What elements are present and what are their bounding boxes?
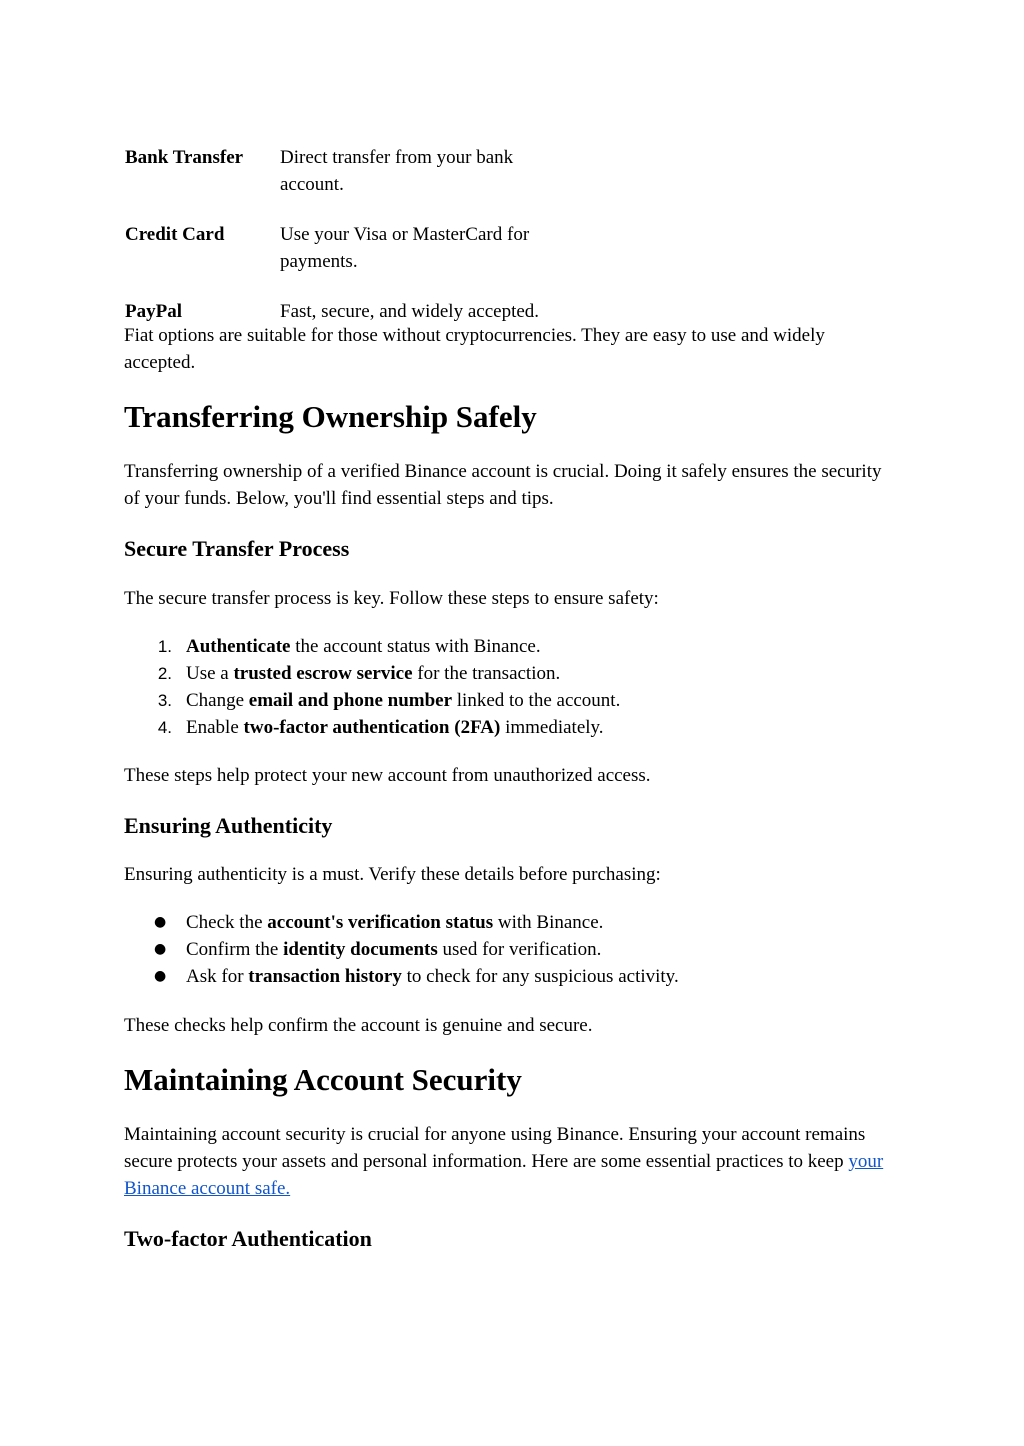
step-number: 2. (157, 664, 172, 683)
list-item (124, 660, 900, 687)
list-item (124, 714, 900, 741)
check-text-pre: Ask for (186, 966, 249, 987)
check-text (186, 909, 603, 936)
check-text-bold: transaction history (248, 966, 402, 987)
list-item (124, 687, 900, 714)
check-text-pre: Check the (186, 912, 268, 933)
transfer-intro-paragraph: Transferring ownership of a verified Binance account is crucial. Doing it safely ensures the security of your funds. Below, you'll find essential steps and tips. (124, 461, 882, 509)
payment-method-description: Fast, secure, and widely accepted. (280, 301, 540, 322)
step-text-post: immediately. (500, 717, 604, 738)
bullet-icon: ● (154, 914, 167, 930)
payment-method-name: Credit Card (125, 224, 225, 245)
fiat-note-paragraph: Fiat options are suitable for those without cryptocurrencies. They are easy to use and widely accepted. (124, 325, 825, 373)
step-text (186, 633, 541, 660)
payment-method-name: Bank Transfer (125, 147, 244, 168)
payment-method-description: Use your Visa or MasterCard for payments. (280, 224, 530, 272)
bullet-icon: ● (154, 968, 167, 984)
list-item (124, 963, 900, 990)
list-item (124, 633, 900, 660)
check-text-bold: account's verification status (267, 912, 494, 933)
step-number: 3. (157, 691, 172, 710)
step-text-pre: Enable (186, 717, 244, 738)
two-factor-heading: Two-factor Authentication (124, 1226, 372, 1251)
check-text (186, 936, 601, 963)
binance-account-safe-link[interactable]: your Binance account safe. (124, 1151, 884, 1199)
check-text-post: to check for any suspicious activity. (401, 966, 679, 987)
secure-process-intro: The secure transfer process is key. Follow these steps to ensure safety: (124, 588, 659, 609)
step-text-bold: trusted escrow service (233, 663, 413, 684)
authenticity-intro: Ensuring authenticity is a must. Verify these details before purchasing: (124, 864, 661, 885)
step-number: 1. (157, 637, 172, 656)
secure-steps-list (124, 633, 900, 741)
bullet-icon: ● (154, 941, 167, 957)
step-text-pre: Change (186, 690, 249, 711)
step-text (186, 687, 620, 714)
step-text (186, 714, 604, 741)
table-row (124, 298, 584, 325)
payment-method-description: Direct transfer from your bank account. (280, 147, 514, 195)
check-text-pre: Confirm the (186, 939, 284, 960)
payment-method-name: PayPal (125, 301, 182, 322)
transfer-section-heading: Transferring Ownership Safely (124, 399, 537, 434)
step-text-post: linked to the account. (452, 690, 621, 711)
step-number: 4. (157, 718, 172, 737)
step-text-bold: two-factor authentication (2FA) (243, 717, 501, 738)
secure-process-outro: These steps help protect your new account from unauthorized access. (124, 765, 651, 786)
check-text-post: with Binance. (493, 912, 604, 933)
step-text-post: the account status with Binance. (290, 636, 541, 657)
check-text-post: used for verification. (437, 939, 602, 960)
list-item (124, 909, 900, 936)
table-row (124, 221, 584, 275)
step-text-pre: Use a (186, 663, 234, 684)
step-text-bold: email and phone number (248, 690, 453, 711)
step-text-bold: Authenticate (186, 636, 291, 657)
security-section-heading: Maintaining Account Security (124, 1062, 522, 1097)
authenticity-checks-list (124, 909, 900, 990)
secure-process-heading: Secure Transfer Process (124, 536, 350, 561)
security-intro-text: Maintaining account security is crucial for anyone using Binance. Ensuring your account remains secure protects your assets and personal information. Here are some essential practices to keep (124, 1124, 866, 1172)
list-item (124, 936, 900, 963)
check-text (186, 963, 679, 990)
step-text (186, 660, 560, 687)
payment-methods-table (124, 144, 584, 325)
security-intro-paragraph (124, 1121, 884, 1202)
authenticity-outro: These checks help confirm the account is genuine and secure. (124, 1015, 593, 1036)
authenticity-heading: Ensuring Authenticity (124, 813, 333, 838)
check-text-bold: identity documents (283, 939, 438, 960)
table-row (124, 144, 584, 198)
step-text-post: for the transaction. (412, 663, 561, 684)
